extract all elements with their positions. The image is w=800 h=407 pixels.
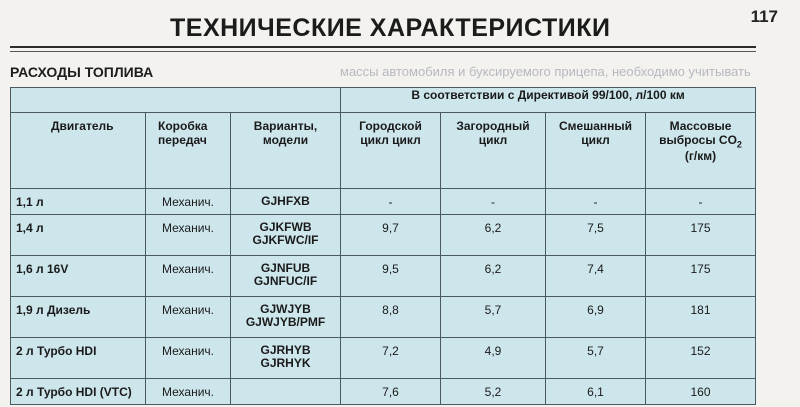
gearbox-cell: Механич. — [146, 188, 231, 214]
page-number: 117 — [750, 7, 778, 26]
engine-cell: 1,9 л Дизель — [11, 296, 146, 337]
model-line-1: GJWJYB — [260, 301, 311, 316]
co2-cell: - — [646, 188, 756, 214]
extra-urban-cell: 6,2 — [441, 214, 546, 255]
model-cell — [231, 296, 341, 337]
gearbox-cell: Механич. — [146, 214, 231, 255]
model-cell — [231, 188, 341, 214]
engine-cell: 1,4 л — [11, 214, 146, 255]
model-line-2: GJNFUC/IF — [253, 273, 318, 288]
header-co2-unit: (г/км) — [684, 149, 717, 164]
co2-cell: 181 — [646, 296, 756, 337]
header-engine: Двигатель — [11, 112, 146, 188]
extra-urban-cell: 4,9 — [441, 337, 546, 378]
model-cell — [231, 378, 341, 404]
model-line-2: GJWJYB/PMF — [245, 314, 326, 329]
title-divider-thin — [10, 51, 756, 52]
combined-cell: 7,4 — [546, 255, 646, 296]
model-cell — [231, 214, 341, 255]
urban-cell: - — [341, 188, 441, 214]
header-co2-sub: 2 — [736, 139, 742, 150]
model-cell — [231, 255, 341, 296]
group-header: В соответствии с Директивой 99/100, л/100 км — [341, 88, 756, 113]
combined-cell: 5,7 — [546, 337, 646, 378]
table-row — [11, 188, 756, 214]
fuel-consumption-table — [10, 87, 755, 405]
table-row — [11, 214, 756, 255]
header-gearbox: Коробка передач — [146, 112, 231, 188]
table-row — [11, 337, 756, 378]
extra-urban-cell: 5,7 — [441, 296, 546, 337]
table-row — [11, 255, 756, 296]
gearbox-cell: Механич. — [146, 296, 231, 337]
urban-cell: 8,8 — [341, 296, 441, 337]
extra-urban-cell: 5,2 — [441, 378, 546, 404]
combined-cell: 7,5 — [546, 214, 646, 255]
urban-cell: 9,7 — [341, 214, 441, 255]
urban-cell: 9,5 — [341, 255, 441, 296]
header-extra-urban: Загородный цикл — [441, 112, 546, 188]
co2-cell: 175 — [646, 255, 756, 296]
model-line-1: GJRHYB — [260, 342, 311, 357]
urban-cell: 7,6 — [341, 378, 441, 404]
header-co2-label: Массовые выбросы CO — [659, 118, 737, 147]
fuel-table — [10, 87, 756, 405]
engine-cell: 2 л Турбо HDI — [11, 337, 146, 378]
header-combined: Смешанный цикл — [546, 112, 646, 188]
gearbox-cell: Механич. — [146, 378, 231, 404]
header-urban: Городской цикл цикл — [341, 112, 441, 188]
section-title: РАСХОДЫ ТОПЛИВА — [10, 64, 154, 80]
gearbox-cell: Механич. — [146, 255, 231, 296]
co2-cell: 175 — [646, 214, 756, 255]
model-line-1: GJKFWB — [259, 219, 312, 234]
extra-urban-cell: - — [441, 188, 546, 214]
table-row — [11, 378, 756, 404]
model-line-2: GJRHYK — [260, 355, 311, 370]
header-variants: Варианты, модели — [231, 112, 341, 188]
header-co2 — [646, 112, 756, 188]
engine-cell: 2 л Турбо HDI (VTC) — [11, 378, 146, 404]
co2-cell: 152 — [646, 337, 756, 378]
model-line-1: GJNFUB — [260, 260, 311, 275]
header-blank — [11, 88, 341, 113]
engine-cell: 1,6 л 16V — [11, 255, 146, 296]
extra-urban-cell: 6,2 — [441, 255, 546, 296]
co2-cell: 160 — [646, 378, 756, 404]
model-line-1: GJHFXB — [261, 193, 310, 208]
title-divider — [10, 46, 756, 48]
engine-cell: 1,1 л — [11, 188, 146, 214]
combined-cell: 6,9 — [546, 296, 646, 337]
model-cell — [231, 337, 341, 378]
urban-cell: 7,2 — [341, 337, 441, 378]
combined-cell: 6,1 — [546, 378, 646, 404]
combined-cell: - — [546, 188, 646, 214]
bleed-through-text: массы автомобиля и буксируемого прицепа, необходимо учитывать — [340, 64, 751, 79]
gearbox-cell: Механич. — [146, 337, 231, 378]
model-line-2: GJKFWC/IF — [252, 232, 319, 247]
table-row — [11, 296, 756, 337]
page-title: ТЕХНИЧЕСКИЕ ХАРАКТЕРИСТИКИ — [170, 14, 611, 42]
